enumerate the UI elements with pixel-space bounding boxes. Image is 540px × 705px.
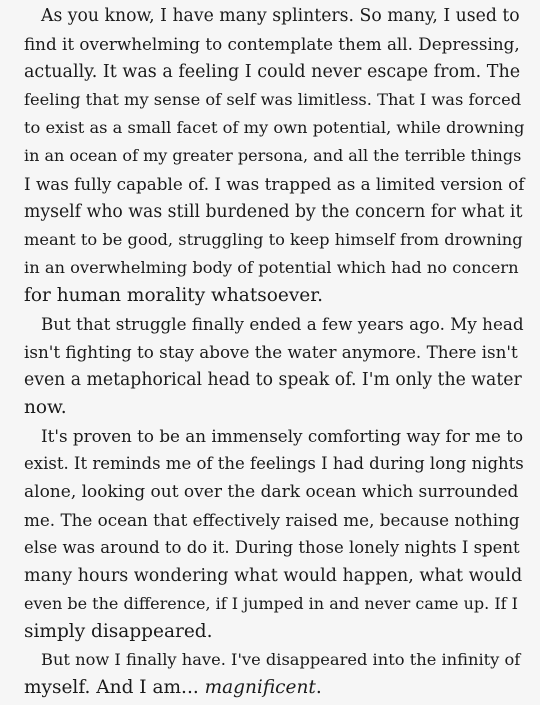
text-line: even be the difference, if I jumped in and never came up. If I xyxy=(24,594,518,613)
text-line: exist. It reminds me of the feelings I had during long nights xyxy=(24,454,524,473)
text-line: As you know, I have many splinters. So many, I used to xyxy=(41,6,520,26)
text-line: But that struggle finally ended a few years ago. My head xyxy=(41,314,524,334)
text-line: actually. It was a feeling I could never escape from. The xyxy=(24,62,521,82)
text-line: even a metaphorical head to speak of. I'm only the water xyxy=(24,370,522,390)
text-line: myself who was still burdened by the concern for what it xyxy=(24,202,523,222)
paragraph-2 xyxy=(24,310,524,422)
final-punctuation: . xyxy=(315,677,322,698)
text-line: feeling that my sense of self was limitless. That I was forced xyxy=(24,90,522,109)
text-line: But now I finally have. I've disappeared into the infinity of xyxy=(41,650,521,669)
text-line: to exist as a small facet of my own potential, while drowning xyxy=(24,118,525,137)
text-line: for human morality whatsoever. xyxy=(24,285,323,306)
text-line: else was around to do it. During those lonely nights I spent xyxy=(24,538,520,557)
text-line: in an ocean of my greater persona, and all the terrible things xyxy=(24,146,522,165)
text-line: simply disappeared. xyxy=(24,621,213,642)
text-line: now. xyxy=(24,397,67,418)
text-line: isn't fighting to stay above the water anymore. There isn't xyxy=(24,342,518,362)
document-body xyxy=(24,2,524,702)
paragraph-1 xyxy=(24,2,524,310)
text-line: meant to be good, struggling to keep himself from drowning xyxy=(24,230,523,249)
text-line: in an overwhelming body of potential which had no concern xyxy=(24,258,519,277)
emphasized-word: magnificent xyxy=(204,677,316,698)
text-line: alone, looking out over the dark ocean which surrounded xyxy=(24,482,519,502)
text-line-final xyxy=(24,674,524,702)
text-line: me. The ocean that effectively raised me, because nothing xyxy=(24,510,520,530)
paragraph-3 xyxy=(24,422,524,646)
text-line: find it overwhelming to contemplate them all. Depressing, xyxy=(24,34,520,54)
text-line: I was fully capable of. I was trapped as a limited version of xyxy=(24,174,525,194)
paragraph-4 xyxy=(24,646,524,702)
text-line: many hours wondering what would happen, what would xyxy=(24,566,523,586)
final-line-text: myself. And I am... xyxy=(24,677,205,698)
text-line: It's proven to be an immensely comforting way for me to xyxy=(41,426,524,446)
